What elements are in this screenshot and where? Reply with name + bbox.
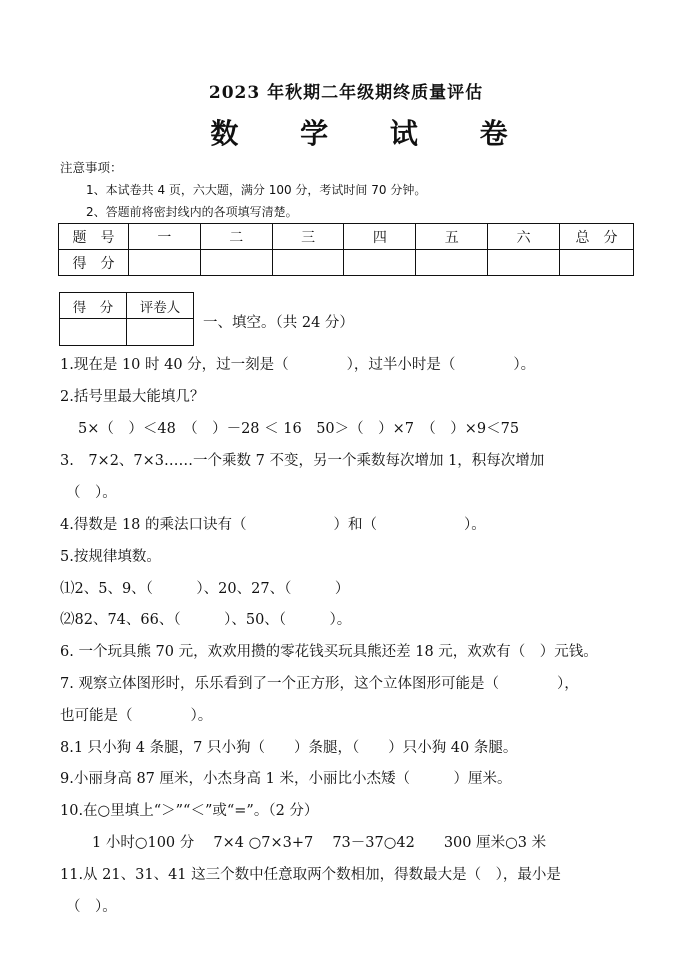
note-item-2: 2、答题前将密封线内的各项填写清楚。 [86,205,298,219]
question-1: 1.现在是 10 时 40 分，过一刻是（ ），过半小时是（ ）。 [60,357,536,373]
question-9: 9.小丽身高 87 厘米，小杰身高 1 米，小丽比小杰矮（ ）厘米。 [60,771,512,787]
question-3-line-2: （ ）。 [66,485,117,501]
question-7-line-2: 也可能是（ ）。 [60,708,213,724]
score-header-total: 总 分 [560,224,634,250]
score-cell-5[interactable] [416,250,488,276]
question-2-items: 5×（ ）＜48 （ ）－28 ＜ 16 50＞（ ）×7 （ ）×9＜75 [78,421,520,437]
question-4: 4.得数是 18 的乘法口诀有（ ）和（ ）。 [60,517,486,533]
score-table-score-row [59,250,634,276]
question-5: 5.按规律填数。 [60,549,161,565]
score-cell-4[interactable] [344,250,416,276]
score-header-label: 题 号 [59,224,129,250]
question-8: 8.1 只小狗 4 条腿，7 只小狗（ ）条腿，（ ）只小狗 40 条腿。 [60,740,518,756]
question-7-line-1: 7. 观察立体图形时，乐乐看到了一个正方形，这个立体图形可能是（ ）， [60,676,579,692]
score-table [58,223,634,276]
grader-score-cell[interactable] [60,319,127,346]
score-cell-3[interactable] [272,250,344,276]
score-cell-1[interactable] [129,250,201,276]
score-header-4: 四 [344,224,416,250]
question-6: 6. 一个玩具熊 70 元，欢欢用攒的零花钱买玩具熊还差 18 元，欢欢有（ ）元钱。 [60,644,598,660]
score-cell-2[interactable] [200,250,272,276]
score-header-2: 二 [200,224,272,250]
score-header-1: 一 [129,224,201,250]
question-10: 10.在○里填上“＞”“＜”或“=”。（2 分） [60,803,319,819]
exam-title: 2023 年秋期二年级期终质量评估 [208,83,484,103]
score-table-header-row [59,224,634,250]
exam-subtitle: 数 学 试 卷 [210,117,534,150]
question-11-line-2: （ ）。 [66,899,117,915]
question-5-part-1: ⑴2、5、9、（ ）、20、27、（ ） [60,581,350,597]
question-2: 2.括号里最大能填几？ [60,389,205,405]
question-11-line-1: 11.从 21、31、41 这三个数中任意取两个数相加，得数最大是（ ），最小是 [60,867,561,883]
note-item-1: 1、本试卷共 4 页，六大题，满分 100 分，考试时间 70 分钟。 [86,183,427,197]
grader-table [59,292,194,346]
question-10-items: 1 小时○100 分 7×4 ○7×3+7 73－37○42 300 厘米○3 米 [92,835,547,851]
score-cell-6[interactable] [488,250,560,276]
score-header-5: 五 [416,224,488,250]
section-1-title: 一、填空。（共 24 分） [203,315,354,331]
grader-name-label: 评卷人 [127,293,194,319]
score-header-6: 六 [488,224,560,250]
score-cell-total[interactable] [560,250,634,276]
score-header-3: 三 [272,224,344,250]
grader-score-label: 得 分 [60,293,127,319]
question-5-part-2: ⑵82、74、66、（ ）、50、（ ）。 [60,612,352,628]
notes-title: 注意事项： [60,160,123,175]
grader-name-cell[interactable] [127,319,194,346]
score-row-label: 得 分 [59,250,129,276]
question-3-line-1: 3. 7×2、7×3……一个乘数 7 不变，另一个乘数每次增加 1，积每次增加 [60,453,545,469]
